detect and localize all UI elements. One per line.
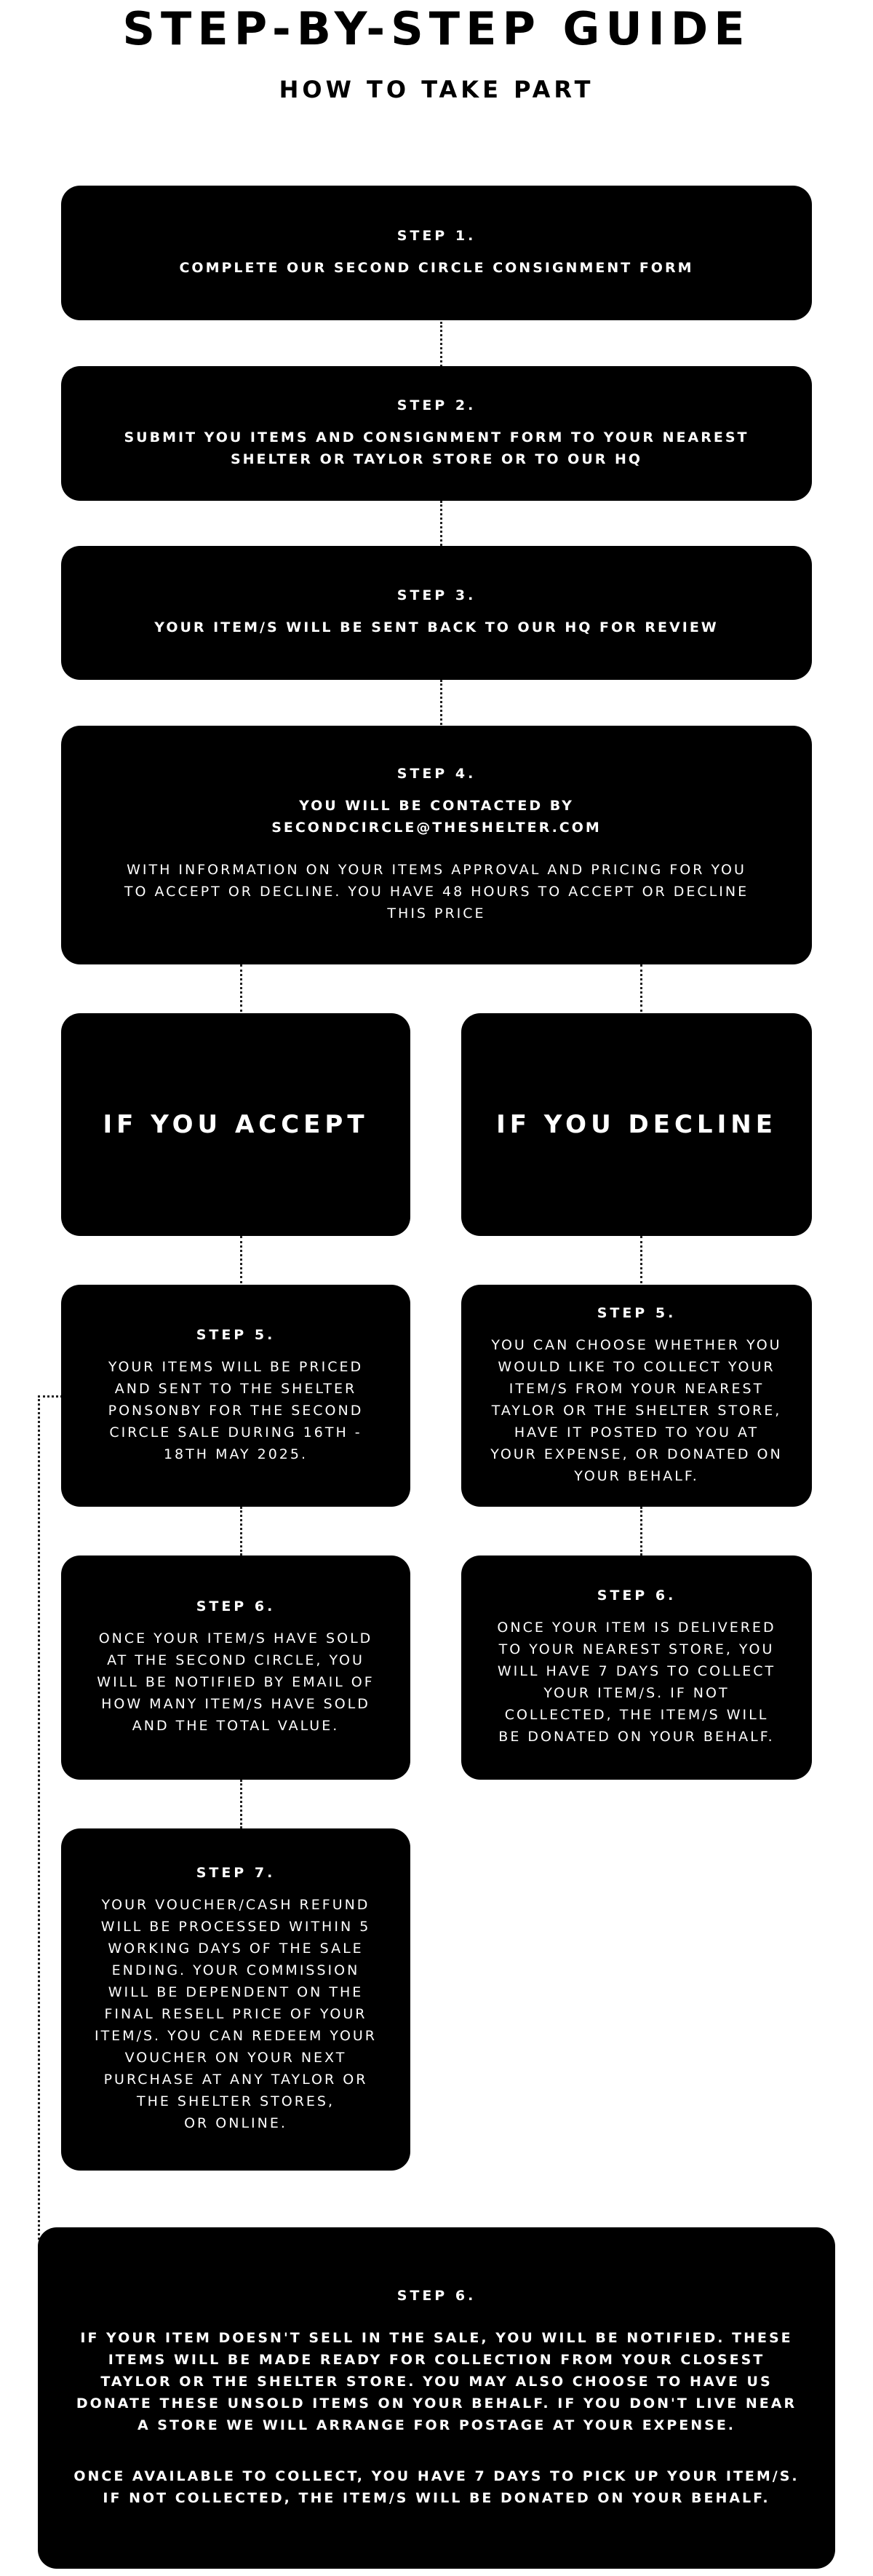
decline-step-5-line: WOULD LIKE TO COLLECT YOUR bbox=[498, 1358, 776, 1375]
accept-step-5-line: 18TH MAY 2025. bbox=[163, 1446, 308, 1462]
accept-step-7-line: YOUR VOUCHER/CASH REFUND bbox=[101, 1897, 370, 1913]
decline-step-5-card bbox=[461, 1285, 812, 1507]
unsold-step-6-label: STEP 6. bbox=[396, 2287, 477, 2304]
accept-step-6-label: STEP 6. bbox=[196, 1598, 276, 1614]
step-4-card bbox=[61, 726, 812, 964]
unsold-para-1-line: DONATE THESE UNSOLD ITEMS ON YOUR BEHALF. IF YOU DON'T LIVE NEAR bbox=[76, 2395, 797, 2411]
accept-step-7-line: VOUCHER ON YOUR NEXT bbox=[124, 2050, 347, 2066]
decline-heading: IF YOU DECLINE bbox=[496, 1110, 777, 1139]
decline-step-6-line: ONCE YOUR ITEM IS DELIVERED bbox=[497, 1620, 776, 1636]
decline-step-6-line: YOUR ITEM/S. IF NOT bbox=[543, 1685, 730, 1701]
step-1-label: STEP 1. bbox=[396, 227, 477, 244]
accept-step-6-card bbox=[61, 1555, 410, 1780]
step-4-body-line-3: THIS PRICE bbox=[387, 905, 486, 922]
accept-heading: IF YOU ACCEPT bbox=[103, 1110, 369, 1139]
page-subtitle: HOW TO TAKE PART bbox=[279, 76, 594, 103]
connector-3-4 bbox=[440, 680, 442, 725]
accept-step-7-label: STEP 7. bbox=[196, 1865, 276, 1881]
decline-step-6-label: STEP 6. bbox=[597, 1588, 677, 1604]
accept-step-6-line: AT THE SECOND CIRCLE, YOU bbox=[107, 1652, 364, 1668]
accept-step-6-line: WILL BE NOTIFIED BY EMAIL OF bbox=[97, 1674, 375, 1690]
step-3-card bbox=[61, 546, 812, 680]
unsold-para-2-line: ONCE AVAILABLE TO COLLECT, YOU HAVE 7 DAYS TO PICK UP YOUR ITEM/S. bbox=[73, 2468, 800, 2484]
accept-step-7-line: ENDING. YOUR COMMISSION bbox=[111, 1962, 360, 1978]
accept-step-5-line: YOUR ITEMS WILL BE PRICED bbox=[108, 1358, 364, 1375]
accept-step-5-line: CIRCLE SALE DURING 16TH - bbox=[109, 1424, 362, 1440]
accept-step-6-line: ONCE YOUR ITEM/S HAVE SOLD bbox=[98, 1630, 373, 1646]
accept-step-6-line: HOW MANY ITEM/S HAVE SOLD bbox=[101, 1696, 370, 1712]
step-3-text: YOUR ITEM/S WILL BE SENT BACK TO OUR HQ FOR REVIEW bbox=[154, 619, 719, 635]
accept-step-5-line: AND SENT TO THE SHELTER bbox=[114, 1380, 357, 1397]
connector-accept-step6 bbox=[240, 1507, 242, 1555]
step-2-line-1: SUBMIT YOU ITEMS AND CONSIGNMENT FORM TO YOUR NEAREST bbox=[124, 429, 749, 445]
accept-step-5-label: STEP 5. bbox=[196, 1326, 276, 1343]
step-4-body-line-2: TO ACCEPT OR DECLINE. YOU HAVE 48 HOURS TO ACCEPT OR DECLINE bbox=[124, 884, 749, 900]
decline-step-6-line: BE DONATED ON YOUR BEHALF. bbox=[498, 1729, 775, 1745]
accept-step-7-line: THE SHELTER STORES, bbox=[136, 2093, 335, 2109]
unsold-para-1-line: A STORE WE WILL ARRANGE FOR POSTAGE AT YOUR EXPENSE. bbox=[137, 2417, 736, 2433]
step-4-contact-line-1: YOU WILL BE CONTACTED BY bbox=[299, 798, 574, 814]
accept-step-7-line: PURCHASE AT ANY TAYLOR OR bbox=[103, 2072, 368, 2088]
unsold-para-1-line: ITEMS WILL BE MADE READY FOR COLLECTION FROM YOUR CLOSEST bbox=[108, 2351, 765, 2368]
step-2-line-2: SHELTER OR TAYLOR STORE OR TO OUR HQ bbox=[230, 451, 643, 467]
step-1-card bbox=[61, 186, 812, 320]
step-4-label: STEP 4. bbox=[396, 766, 477, 782]
unsold-step-6-card bbox=[38, 2227, 835, 2569]
connector-2-3 bbox=[440, 501, 442, 546]
connector-1-2 bbox=[440, 322, 442, 367]
accept-step-7-line: WILL BE PROCESSED WITHIN 5 bbox=[100, 1919, 371, 1935]
decline-step-5-line: YOU CAN CHOOSE WHETHER YOU bbox=[491, 1336, 782, 1353]
accept-step-7-line: ITEM/S. YOU CAN REDEEM YOUR bbox=[94, 2028, 378, 2044]
accept-step-7-line: WILL BE DEPENDENT ON THE bbox=[108, 1984, 364, 2000]
step-4-body-line-1: WITH INFORMATION ON YOUR ITEMS APPROVAL AND PRICING FOR YOU bbox=[127, 862, 746, 878]
accept-step-5-line: PONSONBY FOR THE SECOND bbox=[108, 1402, 364, 1419]
unsold-para-1-line: IF YOUR ITEM DOESN'T SELL IN THE SALE, YOU WILL BE NOTIFIED. THESE bbox=[80, 2329, 793, 2346]
page-title: STEP-BY-STEP GUIDE bbox=[122, 2, 751, 55]
decline-heading-card bbox=[461, 1013, 812, 1236]
accept-heading-card bbox=[61, 1013, 410, 1236]
decline-step-6-line: WILL HAVE 7 DAYS TO COLLECT bbox=[497, 1663, 776, 1679]
unsold-para-2-line: IF NOT COLLECTED, THE ITEM/S WILL BE DONATED ON YOUR BEHALF. bbox=[103, 2489, 770, 2506]
connector-accept-step5 bbox=[240, 1236, 242, 1283]
accept-step-5-card bbox=[61, 1285, 410, 1507]
decline-step-5-line: HAVE IT POSTED TO YOU AT bbox=[514, 1424, 760, 1440]
decline-step-5-line: ITEM/S FROM YOUR NEAREST bbox=[509, 1380, 765, 1397]
unsold-para-1-line: TAYLOR OR THE SHELTER STORE. YOU MAY ALSO CHOOSE TO HAVE US bbox=[100, 2373, 773, 2390]
decline-step-6-line: TO YOUR NEAREST STORE, YOU bbox=[498, 1641, 775, 1657]
decline-step-6-card bbox=[461, 1555, 812, 1780]
accept-step-7-line: WORKING DAYS OF THE SALE bbox=[108, 1941, 364, 1957]
decline-step-6-line: COLLECTED, THE ITEM/S WILL bbox=[504, 1707, 769, 1723]
accept-step-6-line: AND THE TOTAL VALUE. bbox=[132, 1718, 340, 1734]
decline-step-5-line: YOUR BEHALF. bbox=[574, 1467, 699, 1484]
step-4-contact-email: SECONDCIRCLE@THESHELTER.COM bbox=[271, 820, 602, 836]
decline-step-5-line: TAYLOR OR THE SHELTER STORE, bbox=[491, 1402, 782, 1419]
connector-4-accept bbox=[240, 964, 242, 1012]
connector-unsold-vertical bbox=[38, 1395, 40, 2240]
connector-unsold-horizontal bbox=[38, 1395, 63, 1398]
decline-step-5-line: YOUR EXPENSE, OR DONATED ON bbox=[490, 1446, 783, 1462]
connector-accept-step7 bbox=[240, 1780, 242, 1828]
connector-decline-step6 bbox=[640, 1507, 642, 1555]
accept-step-7-card bbox=[61, 1828, 410, 2171]
connector-4-decline bbox=[640, 964, 642, 1012]
accept-step-7-line: OR ONLINE. bbox=[184, 2115, 287, 2131]
connector-decline-step5 bbox=[640, 1236, 642, 1283]
decline-step-5-label: STEP 5. bbox=[597, 1304, 677, 1321]
step-2-card bbox=[61, 366, 812, 501]
step-1-text: COMPLETE OUR SECOND CIRCLE CONSIGNMENT FORM bbox=[179, 259, 694, 276]
accept-step-7-line: FINAL RESELL PRICE OF YOUR bbox=[104, 2006, 367, 2022]
step-2-label: STEP 2. bbox=[396, 397, 477, 413]
step-3-label: STEP 3. bbox=[396, 587, 477, 603]
